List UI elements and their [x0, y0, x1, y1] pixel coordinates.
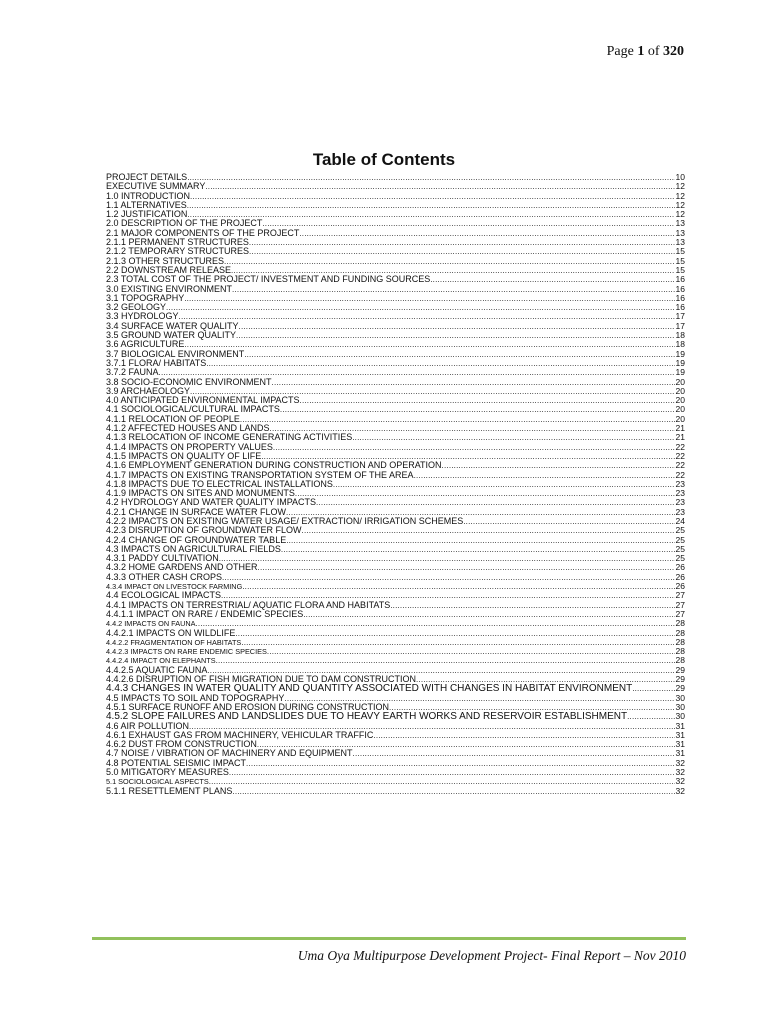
toc-leader-dots	[295, 489, 675, 498]
toc-entry-page: 20	[675, 377, 685, 387]
toc-entry-label: 4.4.2.6 DISRUPTION OF FISH MIGRATION DUE TO DAM CONSTRUCTION	[106, 675, 417, 685]
toc-entry-label: 4.4.2.3 IMPACTS ON RARE ENDEMIC SPECIES	[106, 647, 267, 657]
toc-entry-page: 27	[675, 609, 685, 619]
toc-entry-page: 20	[675, 405, 685, 415]
toc-leader-dots	[272, 378, 675, 387]
toc-leader-dots	[241, 638, 674, 647]
toc-entry[interactable]	[106, 619, 685, 628]
toc-entry[interactable]	[106, 694, 685, 703]
toc-entry[interactable]	[106, 368, 685, 377]
toc-entry[interactable]	[106, 303, 685, 312]
page-total: 320	[663, 44, 684, 59]
toc-entry-page: 20	[675, 414, 685, 424]
toc-leader-dots	[249, 247, 674, 256]
toc-entry-page: 22	[675, 451, 685, 461]
toc-entry-label: 2.1.3 OTHER STRUCTURES	[106, 256, 225, 266]
toc-entry-label: 4.6.2 DUST FROM CONSTRUCTION	[106, 740, 257, 750]
toc-entry-page: 23	[675, 507, 685, 517]
toc-entry-label: 4.3.2 HOME GARDENS AND OTHER	[106, 563, 258, 573]
toc-entry[interactable]	[106, 563, 685, 572]
toc-leader-dots	[246, 759, 675, 768]
toc-leader-dots	[239, 322, 675, 331]
toc-entry[interactable]	[106, 247, 685, 256]
page-current: 1	[637, 44, 645, 59]
toc-leader-dots	[184, 294, 674, 303]
toc-entry[interactable]	[106, 675, 685, 684]
toc-entry[interactable]	[106, 424, 685, 433]
toc-entry-label: 3.1 TOPOGRAPHY	[106, 293, 185, 303]
toc-entry-page: 15	[675, 247, 685, 257]
toc-leader-dots	[249, 238, 675, 247]
toc-entry[interactable]	[106, 526, 685, 535]
toc-leader-dots	[159, 368, 675, 377]
toc-entry-page: 15	[675, 265, 685, 275]
toc-entry-label: 1.0 INTRODUCTION	[106, 191, 191, 201]
toc-entry-page: 23	[675, 489, 685, 499]
toc-entry-page: 28	[675, 628, 685, 638]
toc-leader-dots	[352, 433, 674, 442]
toc-entry-page: 32	[675, 758, 685, 768]
toc-leader-dots	[299, 229, 674, 238]
toc-entry-label: 4.4.1 IMPACTS ON TERRESTRIAL/ AQUATIC FLORA AND HABITATS	[106, 600, 391, 610]
toc-leader-dots	[190, 192, 675, 201]
toc-entry-label: 3.7.1 FLORA/ HABITATS	[106, 358, 207, 368]
toc-entry[interactable]	[106, 508, 685, 517]
toc-leader-dots	[273, 443, 675, 452]
toc-entry[interactable]	[106, 210, 685, 219]
toc-leader-dots	[187, 210, 674, 219]
toc-entry[interactable]	[106, 656, 685, 665]
toc-entry[interactable]	[106, 712, 685, 721]
toc-entry[interactable]	[106, 312, 685, 321]
toc-entry-label: 5.1 SOCIOLOGICAL ASPECTS	[106, 777, 209, 787]
toc-entry-page: 19	[675, 368, 685, 378]
toc-entry[interactable]	[106, 266, 685, 275]
toc-entry-label: 5.1.1 RESETTLEMENT PLANS	[106, 786, 233, 796]
toc-entry-page: 26	[675, 563, 685, 573]
toc-leader-dots	[189, 722, 675, 731]
toc-entry[interactable]	[106, 461, 685, 470]
toc-leader-dots	[222, 573, 675, 582]
toc-entry-label: 4.1.2 AFFECTED HOUSES AND LANDS	[106, 424, 270, 434]
toc-entry-page: 20	[675, 396, 685, 406]
toc-entry-label: 4.2.3 DISRUPTION OF GROUNDWATER FLOW	[106, 526, 302, 536]
toc-entry[interactable]	[106, 405, 685, 414]
toc-entry-page: 22	[675, 461, 685, 471]
toc-entry-page: 23	[675, 479, 685, 489]
toc-entry-label: 3.6 AGRICULTURE	[106, 340, 185, 350]
footer-rule	[92, 937, 686, 940]
toc-entry[interactable]	[106, 740, 685, 749]
toc-leader-dots	[303, 610, 674, 619]
page-number	[607, 44, 684, 60]
toc-entry[interactable]	[106, 229, 685, 238]
toc-entry[interactable]	[106, 647, 685, 656]
toc-leader-dots	[389, 703, 675, 712]
toc-entry-page: 29	[675, 665, 685, 675]
toc-entry-label: 4.5 IMPACTS TO SOIL AND TOPOGRAPHY	[106, 693, 285, 703]
toc-entry[interactable]	[106, 489, 685, 498]
toc-entry-label: 4.1.5 IMPACTS ON QUALITY OF LIFE	[106, 451, 262, 461]
toc-entry-page: 25	[675, 554, 685, 564]
toc-entry-page: 31	[675, 730, 685, 740]
toc-leader-dots	[235, 629, 674, 638]
toc-entry-page: 15	[675, 256, 685, 266]
toc-entry-page: 21	[675, 424, 685, 434]
toc-leader-dots	[231, 266, 675, 275]
toc-leader-dots	[270, 424, 675, 433]
toc-entry-label: 4.4.1.1 IMPACT ON RARE / ENDEMIC SPECIES	[106, 609, 304, 619]
toc-entry-label: 4.4.2.2 FRAGMENTATION OF HABITATS	[106, 637, 242, 647]
toc-entry-page: 13	[675, 238, 685, 248]
toc-leader-dots	[206, 359, 674, 368]
toc-entry-label: 4.3.3 OTHER CASH CROPS	[106, 572, 223, 582]
toc-entry-label: 3.5 GROUND WATER QUALITY	[106, 331, 237, 341]
toc-entry[interactable]	[106, 722, 685, 731]
toc-entry-label: 3.3 HYDROLOGY	[106, 312, 179, 322]
table-of-contents	[106, 173, 685, 796]
toc-entry-label: 4.3.1 PADDY CULTIVATION	[106, 554, 219, 564]
toc-leader-dots	[216, 656, 675, 665]
toc-leader-dots	[229, 768, 675, 777]
toc-entry[interactable]	[106, 378, 685, 387]
toc-entry[interactable]	[106, 638, 685, 647]
toc-entry-page: 22	[675, 470, 685, 480]
toc-leader-dots	[207, 666, 674, 675]
toc-entry-page: 16	[675, 303, 685, 313]
toc-entry-label: 3.4 SURFACE WATER QUALITY	[106, 321, 239, 331]
toc-leader-dots	[430, 275, 674, 284]
toc-entry[interactable]	[106, 666, 685, 675]
toc-entry[interactable]	[106, 350, 685, 359]
toc-leader-dots	[302, 526, 675, 535]
toc-leader-dots	[224, 257, 675, 266]
toc-entry-label: 2.1.1 PERMANENT STRUCTURES	[106, 238, 249, 248]
toc-entry-label: 4.4 ECOLOGICAL IMPACTS	[106, 591, 222, 601]
toc-entry[interactable]	[106, 415, 685, 424]
toc-entry-label: 3.0 EXISTING ENVIRONMENT	[106, 284, 233, 294]
toc-entry-page: 18	[675, 331, 685, 341]
toc-entry[interactable]	[106, 238, 685, 247]
toc-entry-label: 4.4.3 CHANGES IN WATER QUALITY AND QUANTITY ASSOCIATED WITH CHANGES IN HABITAT ENVIRONMENT	[106, 684, 633, 694]
toc-entry-page: 19	[675, 349, 685, 359]
toc-entry-label: 4.0 ANTICIPATED ENVIRONMENTAL IMPACTS	[106, 396, 300, 406]
toc-entry-label: 3.8 SOCIO-ECONOMIC ENVIRONMENT	[106, 377, 272, 387]
toc-entry-label: 4.3 IMPACTS ON AGRICULTURAL FIELDS	[106, 544, 281, 554]
toc-entry-label: 4.1.9 IMPACTS ON SITES AND MONUMENTS	[106, 489, 295, 499]
toc-leader-dots	[286, 536, 674, 545]
toc-entry-page: 28	[675, 637, 685, 647]
toc-entry[interactable]	[106, 285, 685, 294]
toc-leader-dots	[286, 508, 675, 517]
toc-leader-dots	[209, 777, 675, 786]
toc-entry-label: 4.4.2.4 IMPACT ON ELEPHANTS	[106, 656, 216, 666]
toc-entry-page: 13	[675, 228, 685, 238]
toc-entry-label: 4.2 HYDROLOGY AND WATER QUALITY IMPACTS	[106, 498, 317, 508]
toc-leader-dots	[333, 480, 675, 489]
toc-entry[interactable]	[106, 322, 685, 331]
toc-entry-page: 31	[675, 749, 685, 759]
toc-entry-label: 4.6.1 EXHAUST GAS FROM MACHINERY, VEHICULAR TRAFFIC	[106, 730, 374, 740]
toc-entry-label: 4.2.1 CHANGE IN SURFACE WATER FLOW	[106, 507, 287, 517]
page-prefix: Page	[606, 44, 634, 59]
page-of: of	[647, 44, 660, 59]
toc-leader-dots	[280, 405, 675, 414]
toc-leader-dots	[262, 219, 674, 228]
toc-leader-dots	[281, 545, 675, 554]
toc-entry-page: 25	[675, 526, 685, 536]
toc-title: Table of Contents	[312, 150, 456, 169]
toc-entry-label: PROJECT DETAILS	[106, 173, 188, 182]
toc-entry-page: 28	[675, 647, 685, 657]
toc-entry[interactable]	[106, 787, 685, 796]
toc-entry-label: 4.3.4 IMPACT ON LIVESTOCK FARMING	[106, 582, 243, 592]
toc-entry[interactable]	[106, 554, 685, 563]
toc-entry-label: 4.5.2 SLOPE FAILURES AND LANDSLIDES DUE TO HEAVY EARTH WORKS AND RESERVOIR ESTABLISHMENT	[106, 712, 628, 722]
toc-entry[interactable]	[106, 777, 685, 786]
toc-entry[interactable]	[106, 359, 685, 368]
toc-entry[interactable]	[106, 387, 685, 396]
toc-entry-page: 28	[675, 656, 685, 666]
toc-entry[interactable]	[106, 396, 685, 405]
toc-entry[interactable]	[106, 610, 685, 619]
toc-entry[interactable]	[106, 749, 685, 758]
toc-entry-page: 31	[675, 721, 685, 731]
toc-entry-page: 13	[675, 219, 685, 229]
toc-entry-page: 28	[675, 619, 685, 629]
toc-entry-label: 4.4.2.5 AQUATIC FAUNA	[106, 665, 208, 675]
toc-entry[interactable]	[106, 433, 685, 442]
toc-entry-label: 3.2 GEOLOGY	[106, 303, 167, 313]
toc-entry-page: 10	[675, 173, 685, 182]
toc-leader-dots	[353, 749, 675, 758]
toc-entry-label: 3.7 BIOLOGICAL ENVIRONMENT	[106, 349, 245, 359]
toc-entry-page: 22	[675, 442, 685, 452]
toc-leader-dots	[242, 582, 674, 591]
toc-leader-dots	[390, 601, 674, 610]
toc-entry-label: 4.1.7 IMPACTS ON EXISTING TRANSPORTATION SYSTEM OF THE AREA	[106, 470, 414, 480]
toc-entry-label: 4.1.6 EMPLOYMENT GENERATION DURING CONSTRUCTION AND OPERATION	[106, 461, 442, 471]
toc-entry-label: 4.1.8 IMPACTS DUE TO ELECTRICAL INSTALLATIONS	[106, 479, 333, 489]
toc-entry-label: 4.6 AIR POLLUTION	[106, 721, 190, 731]
toc-entry-page: 30	[675, 712, 685, 722]
footer-text: Uma Oya Multipurpose Development Project- Final Report – Nov 2010	[297, 948, 686, 963]
toc-leader-dots	[261, 452, 674, 461]
toc-entry[interactable]	[106, 703, 685, 712]
toc-leader-dots	[187, 201, 675, 210]
toc-entry-label: EXECUTIVE SUMMARY	[106, 182, 206, 192]
toc-leader-dots	[442, 461, 675, 470]
toc-entry-page: 26	[675, 572, 685, 582]
toc-leader-dots	[300, 396, 675, 405]
toc-entry-page: 21	[675, 433, 685, 443]
toc-entry[interactable]	[106, 294, 685, 303]
toc-entry[interactable]	[106, 275, 685, 284]
toc-leader-dots	[219, 554, 675, 563]
toc-leader-dots	[258, 563, 675, 572]
toc-leader-dots	[316, 498, 674, 507]
toc-leader-dots	[221, 591, 675, 600]
toc-entry-page: 25	[675, 535, 685, 545]
toc-entry[interactable]	[106, 601, 685, 610]
toc-entry-page: 17	[675, 321, 685, 331]
toc-entry-label: 4.7 NOISE / VIBRATION OF MACHINERY AND EQUIPMENT	[106, 749, 353, 759]
toc-entry[interactable]	[106, 498, 685, 507]
toc-leader-dots	[463, 517, 674, 526]
toc-entry-label: 2.1.2 TEMPORARY STRUCTURES	[106, 247, 250, 257]
toc-entry[interactable]	[106, 629, 685, 638]
toc-leader-dots	[627, 712, 674, 721]
toc-entry[interactable]	[106, 201, 685, 210]
toc-leader-dots	[236, 331, 675, 340]
toc-leader-dots	[232, 787, 674, 796]
toc-entry[interactable]	[106, 331, 685, 340]
toc-entry-label: 2.3 TOTAL COST OF THE PROJECT/ INVESTMENT AND FUNDING SOURCES	[106, 275, 431, 285]
toc-entry[interactable]	[106, 582, 685, 591]
toc-entry-page: 12	[675, 210, 685, 220]
toc-entry-label: 4.4.2 IMPACTS ON FAUNA	[106, 619, 196, 629]
toc-entry-label: 4.2.2 IMPACTS ON EXISTING WATER USAGE/ EXTRACTION/ IRRIGATION SCHEMES	[106, 516, 464, 526]
toc-leader-dots	[187, 173, 674, 182]
toc-leader-dots	[414, 471, 675, 480]
toc-entry-page: 12	[675, 191, 685, 201]
toc-entry-page: 31	[675, 740, 685, 750]
toc-leader-dots	[232, 285, 675, 294]
toc-entry-page: 18	[675, 340, 685, 350]
toc-entry-page: 19	[675, 358, 685, 368]
toc-entry[interactable]	[106, 173, 685, 182]
toc-entry[interactable]	[106, 573, 685, 582]
toc-entry-label: 1.1 ALTERNATIVES	[106, 200, 187, 210]
toc-entry-page: 16	[675, 293, 685, 303]
toc-entry-page: 23	[675, 498, 685, 508]
toc-entry-label: 3.7.2 FAUNA	[106, 368, 159, 378]
toc-entry-page: 20	[675, 386, 685, 396]
toc-entry[interactable]	[106, 443, 685, 452]
toc-entry[interactable]	[106, 257, 685, 266]
toc-leader-dots	[240, 415, 675, 424]
toc-entry-page: 27	[675, 591, 685, 601]
toc-entry-page: 25	[675, 544, 685, 554]
toc-entry-page: 12	[675, 200, 685, 210]
toc-leader-dots	[373, 731, 674, 740]
toc-entry-label: 4.4.2.1 IMPACTS ON WILDLIFE	[106, 628, 236, 638]
toc-entry-label: 3.9 ARCHAEOLOGY	[106, 386, 191, 396]
toc-entry-page: 17	[675, 312, 685, 322]
toc-entry-label: 4.1.4 IMPACTS ON PROPERTY VALUES	[106, 442, 273, 452]
toc-entry-page: 29	[675, 675, 685, 685]
toc-entry-page: 16	[675, 284, 685, 294]
toc-entry[interactable]	[106, 759, 685, 768]
toc-entry-page: 27	[675, 600, 685, 610]
toc-entry-label: 4.5.1 SURFACE RUNOFF AND EROSION DURING CONSTRUCTION	[106, 702, 390, 712]
toc-entry[interactable]	[106, 536, 685, 545]
toc-leader-dots	[284, 694, 674, 703]
toc-entry-page: 12	[675, 182, 685, 192]
toc-entry[interactable]	[106, 591, 685, 600]
toc-leader-dots	[416, 675, 675, 684]
toc-leader-dots	[257, 740, 675, 749]
toc-entry[interactable]	[106, 192, 685, 201]
toc-leader-dots	[190, 387, 674, 396]
toc-entry-label: 5.0 MITIGATORY MEASURES	[106, 768, 229, 777]
toc-entry-page: 29	[675, 684, 685, 694]
toc-leader-dots	[632, 684, 674, 693]
toc-entry[interactable]	[106, 471, 685, 480]
toc-entry[interactable]	[106, 731, 685, 740]
toc-entry-label: 4.1.1 RELOCATION OF PEOPLE	[106, 414, 240, 424]
toc-entry-page: 32	[675, 768, 685, 777]
toc-entry-label: 1.2 JUSTIFICATION	[106, 210, 188, 220]
toc-entry-page: 30	[675, 693, 685, 703]
toc-leader-dots	[244, 350, 674, 359]
toc-entry-page: 26	[675, 582, 685, 592]
toc-leader-dots	[179, 312, 675, 321]
toc-entry-label: 4.1 SOCIOLOGICAL/CULTURAL IMPACTS	[106, 405, 280, 415]
toc-entry[interactable]	[106, 182, 685, 191]
toc-entry-label: 4.8 POTENTIAL SEISMIC IMPACT	[106, 758, 247, 768]
toc-entry-label: 2.2 DOWNSTREAM RELEASE	[106, 265, 232, 275]
toc-entry[interactable]	[106, 768, 685, 777]
toc-entry[interactable]	[106, 452, 685, 461]
toc-leader-dots	[267, 647, 675, 656]
toc-entry-page: 32	[675, 777, 685, 787]
toc-entry-label: 2.0 DESCRIPTION OF THE PROJECT	[106, 219, 263, 229]
toc-entry[interactable]	[106, 480, 685, 489]
toc-entry-page: 30	[675, 702, 685, 712]
toc-entry-label: 4.1.3 RELOCATION OF INCOME GENERATING ACTIVITIES	[106, 433, 353, 443]
toc-entry[interactable]	[106, 517, 685, 526]
toc-entry-label: 2.1 MAJOR COMPONENTS OF THE PROJECT	[106, 228, 300, 238]
toc-entry[interactable]	[106, 340, 685, 349]
toc-entry-label: 4.2.4 CHANGE OF GROUNDWATER TABLE	[106, 535, 287, 545]
toc-entry[interactable]	[106, 219, 685, 228]
toc-leader-dots	[166, 303, 675, 312]
toc-entry-page: 16	[675, 275, 685, 285]
toc-leader-dots	[205, 182, 674, 191]
toc-leader-dots	[195, 619, 674, 628]
toc-entry[interactable]	[106, 545, 685, 554]
toc-leader-dots	[184, 340, 674, 349]
toc-entry[interactable]	[106, 684, 685, 693]
toc-entry-page: 32	[675, 786, 685, 796]
toc-entry-page: 24	[675, 516, 685, 526]
